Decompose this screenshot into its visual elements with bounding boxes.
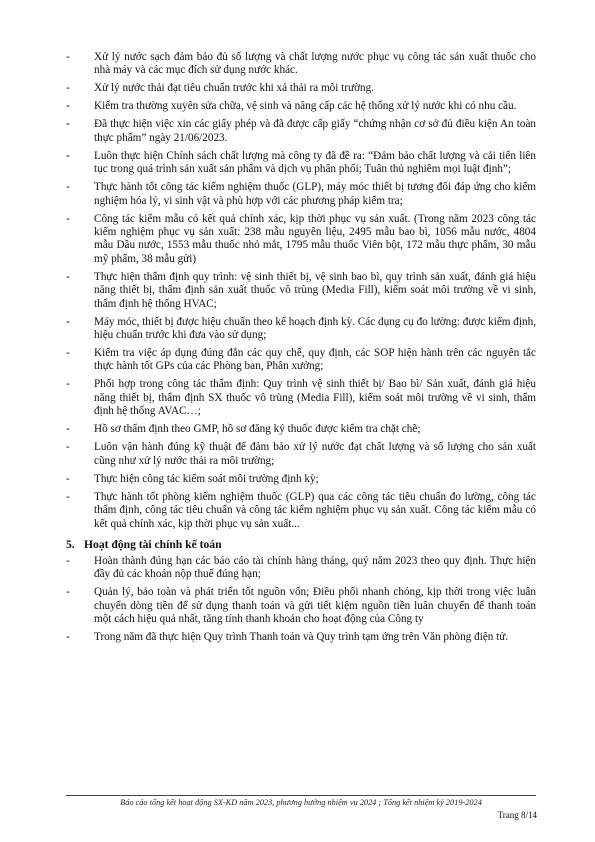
bullet-dash: - (66, 423, 70, 436)
bullet-dash: - (66, 82, 70, 95)
section-heading (66, 538, 536, 552)
bullet-dash: - (66, 441, 70, 454)
list-item (66, 118, 536, 145)
section-title: Hoạt động tài chính kế toán (84, 537, 222, 551)
bullet-dash: - (66, 149, 70, 162)
bullet-dash: - (66, 378, 70, 391)
item-text: Kiểm tra thường xuyên sửa chữa, vệ sinh và nâng cấp các hệ thống xử lý nước khi có nhu cầu. (94, 100, 517, 113)
footer-divider (66, 795, 536, 796)
bullet-dash: - (66, 118, 70, 131)
list-item (66, 150, 536, 177)
bullet-dash: - (66, 472, 70, 485)
bullet-dash: - (66, 490, 70, 503)
item-text: Hồ sơ thẩm định theo GMP, hồ sơ đăng ký thuốc được kiểm tra chặt chẽ; (94, 423, 421, 436)
list-item (66, 378, 536, 418)
list-item (66, 441, 536, 468)
item-text: Kiểm tra việc áp dụng đúng đắn các quy chế, quy định, các SOP hiện hành trên các nguyên tắc thực hành tốt GPs của các Phòng ban, Phân xưởng; (94, 347, 536, 373)
bullet-dash: - (66, 586, 70, 599)
item-text: Trong năm đã thực hiện Quy trình Thanh toán và Quy trình tạm ứng trên Văn phòng điện tử. (94, 631, 509, 644)
list-item (66, 213, 536, 267)
item-text: Xử lý nước sạch đảm bảo đủ số lượng và chất lượng nước phục vụ công tác sản xuất thuốc cho nhà máy và các mục đích sử dụng nước khác. (94, 51, 536, 77)
item-text: Phối hợp trong công tác thẩm định: Quy trình vệ sinh thiết bị/ Bao bì/ Sản xuất, đánh giá hiệu năng thiết bị, thẩm định SX thuốc vô trùng (Media Fill), kiểm soát môi trường về vi sinh, thẩm định hệ thống AVAC…; (94, 378, 536, 418)
list-item (66, 586, 536, 626)
item-text: Thực hiện thẩm định quy trình: vệ sinh thiết bị, vệ sinh bao bì, quy trình sản xuất, đánh giá hiệu năng thiết bị, thẩm định sản xuất thuốc vô trùng (Media Fill), kiểm soát môi trường về vi sinh, thẩm định hệ thống HVAC; (94, 270, 536, 310)
bullet-dash: - (66, 631, 70, 644)
item-text: Đã thực hiện việc xin các giấy phép và đã được cấp giấy “chứng nhận cơ sở đủ điều kiện An toàn thực phẩm” ngày 21/06/2023. (94, 118, 536, 144)
list-item (66, 316, 536, 343)
list-item (66, 347, 536, 374)
list-item (66, 473, 536, 486)
bullet-dash: - (66, 315, 70, 328)
bullet-dash: - (66, 100, 70, 113)
list-item (66, 51, 536, 78)
list-item (66, 271, 536, 311)
content-list (66, 51, 536, 649)
list-item (66, 631, 536, 644)
footer-report-title: Báo cáo tổng kết hoạt động SX-KD năm 2023, phương hướng nhiệm vụ 2024 ; Tổng kết nhiệm kỳ 2019-2024 (120, 798, 482, 807)
bullet-dash: - (66, 181, 70, 194)
item-text: Thực hành tốt phòng kiểm nghiệm thuốc (GLP) qua các công tác tiêu chuẩn đo lường, công tác thẩm định, công tác tiêu chuẩn và công tác kiểm nghiệm phục vụ sản xuất. Công tác kiểm mẫu có kết quả chính xác, kịp thời phục vụ sản xuất... (94, 490, 536, 530)
item-text: Công tác kiểm mẫu có kết quả chính xác, kịp thời phục vụ sản xuất. (Trong năm 2023 công tác kiểm nghiệm phục vụ sản xuất: 238 mẫu nguyên liệu, 2495 mẫu bao bì, 1056 mẫu nước, 4804 mẫu Dầu nước, 1553 mẫu thuốc nhỏ mắt, 1795 mẫu thuốc Viên bột, 172 mẫu thực phẩm, 30 mẫu mỹ phẩm, 38 mẫu gửi) (94, 212, 536, 265)
section-number: 5. (66, 537, 75, 551)
list-item (66, 82, 536, 95)
item-text: Quản lý, bảo toàn và phát triển tốt nguồn vốn; Điều phối nhanh chóng, kịp thời trong việc luân chuyển dòng tiền để sử dụng thanh toán và gửi tiết kiệm nguồn tiền luân chuyển để thanh toán một cách hiệu quả nhất, tăng tính thanh khoản cho hoạt động của Công ty (94, 586, 536, 626)
list-item (66, 555, 536, 582)
item-text: Máy móc, thiết bị được hiệu chuẩn theo kế hoạch định kỳ. Các dụng cụ đo lường: được kiểm định, hiệu chuẩn trước khi đưa vào sử dụng; (94, 315, 536, 342)
bullet-dash: - (66, 212, 70, 225)
bullet-dash: - (66, 347, 70, 360)
item-text: Luôn vận hành đúng kỹ thuật để đảm bảo xử lý nước đạt chất lượng và số lượng cho sản xuất cũng như xử lý nước thải ra môi trường; (94, 441, 536, 467)
item-text: Luôn thực hiện Chính sách chất lượng mà công ty đã đề ra: “Đảm bảo chất lượng và cải tiến liên tục trong quá trình sản xuất sản phẩm và dịch vụ phân phối; Tuân thủ nghiêm mọi luật định”; (94, 149, 536, 176)
list-item (66, 423, 536, 436)
item-text: Hoàn thành đúng hạn các báo cáo tài chính hàng tháng, quý năm 2023 theo quy định. Thực hiện đầy đủ các khoản nộp thuế đúng hạn; (94, 554, 536, 581)
list-item (66, 100, 536, 113)
bullet-dash: - (66, 51, 70, 63)
list-item (66, 491, 536, 531)
item-text: Thực hiện công tác kiểm soát môi trường định kỳ; (94, 472, 319, 485)
list-item (66, 181, 536, 208)
bullet-dash: - (66, 554, 70, 567)
item-text: Xử lý nước thải đạt tiêu chuẩn trước khi xả thải ra môi trường. (94, 82, 374, 95)
page-number: Trang 8/14 (497, 810, 537, 820)
bullet-dash: - (66, 270, 70, 283)
item-text: Thực hành tốt công tác kiểm nghiệm thuốc (GLP), máy móc thiết bị tương đối đáp ứng cho kiểm nghiệm hóa lý, vi sinh vật và phù hợp với các phương pháp kiểm tra; (94, 181, 536, 207)
